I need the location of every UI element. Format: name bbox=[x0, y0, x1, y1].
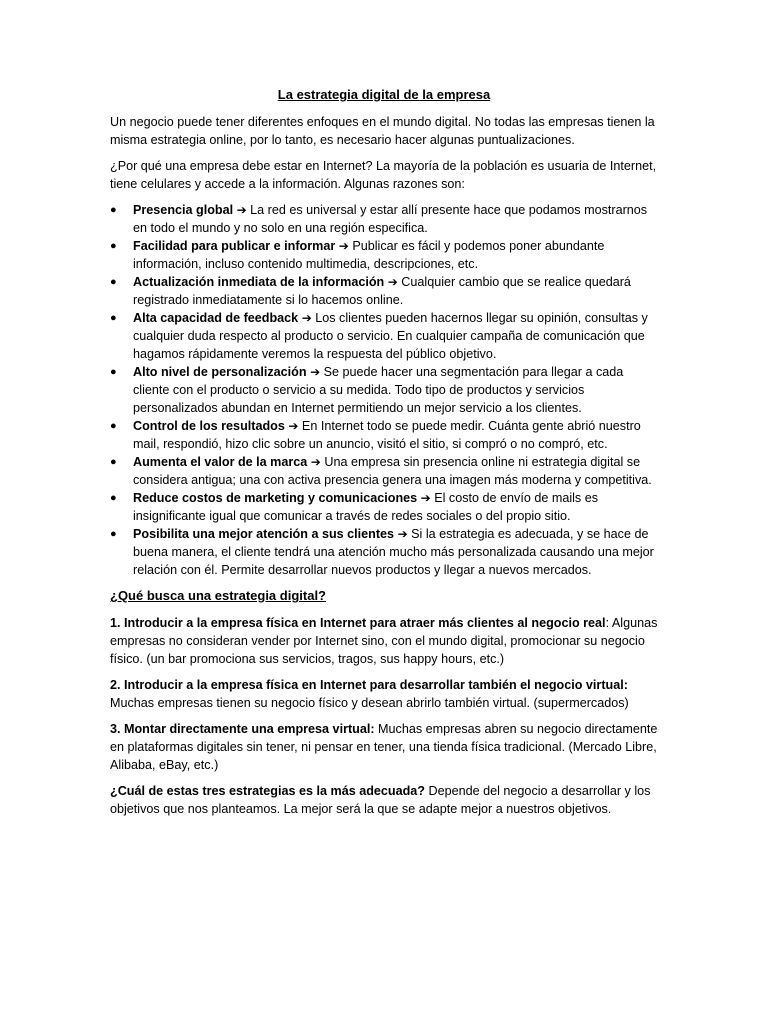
bullet-icon: ● bbox=[110, 204, 117, 216]
reason-term: Control de los resultados bbox=[133, 419, 285, 433]
arrow-icon: ➔ bbox=[420, 491, 431, 505]
bullet-icon: ● bbox=[110, 420, 117, 432]
list-item bbox=[110, 309, 658, 363]
closing-question: ¿Cuál de estas tres estrategias es la más adecuada? bbox=[110, 784, 425, 798]
reason-term: Presencia global bbox=[133, 203, 234, 217]
strategy-text: Muchas empresas tienen su negocio físico y desean abrirlo también virtual. (supermercados) bbox=[110, 696, 629, 710]
reason-term: Facilidad para publicar e informar bbox=[133, 239, 336, 253]
strategy-text: : Algunas empresas no consideran vender por Internet sino, con el mundo digital, promocionar su negocio físico. (un bar promociona sus servicios, tragos, sus happy hours, etc.) bbox=[110, 616, 658, 666]
reason-text: Si la estrategia es adecuada, y se hace de buena manera, el cliente tendrá una atención mucho más personalizada causando una mejor relación con él. Permite desarrollar nuevos productos y llegar a nuevos mercados. bbox=[133, 527, 654, 577]
arrow-icon: ➔ bbox=[288, 419, 299, 433]
arrow-icon: ➔ bbox=[310, 365, 321, 379]
bullet-icon: ● bbox=[110, 528, 117, 540]
list-item bbox=[110, 363, 658, 417]
reason-term: Alto nivel de personalización bbox=[133, 365, 307, 379]
closing-paragraph bbox=[110, 782, 658, 818]
strategy-lead: 2. Introducir a la empresa física en Internet para desarrollar también el negocio virtual: bbox=[110, 678, 628, 692]
arrow-icon: ➔ bbox=[387, 275, 398, 289]
arrow-icon: ➔ bbox=[338, 239, 349, 253]
bullet-icon: ● bbox=[110, 456, 117, 468]
intro-paragraph: Un negocio puede tener diferentes enfoques en el mundo digital. No todas las empresas tienen la misma estrategia online, por lo tanto, es necesario hacer algunas puntualizaciones. bbox=[110, 115, 655, 147]
bullet-icon: ● bbox=[110, 366, 117, 378]
list-item bbox=[110, 201, 658, 237]
reason-text: En Internet todo se puede medir. Cuánta gente abrió nuestro mail, respondió, hizo clic sobre un anuncio, visitó el sitio, si compró o no compró, etc. bbox=[133, 419, 641, 451]
strategy-text: Muchas empresas abren su negocio directamente en plataformas digitales sin tener, ni pensar en tener, una tienda física tradicional. (Mercado Libre, Alibaba, eBay, etc.) bbox=[110, 722, 658, 772]
document-page bbox=[110, 86, 658, 826]
arrow-icon: ➔ bbox=[397, 527, 408, 541]
list-item bbox=[110, 417, 658, 453]
bullet-icon: ● bbox=[110, 312, 117, 324]
arrow-icon: ➔ bbox=[301, 311, 312, 325]
section-heading: ¿Qué busca una estrategia digital? bbox=[110, 588, 326, 603]
arrow-icon: ➔ bbox=[236, 203, 247, 217]
strategy-paragraph bbox=[110, 720, 658, 774]
list-item bbox=[110, 237, 658, 273]
strategy-paragraph bbox=[110, 676, 658, 712]
reasons-list bbox=[110, 201, 658, 579]
reason-term: Actualización inmediata de la información bbox=[133, 275, 385, 289]
question-paragraph: ¿Por qué una empresa debe estar en Internet? La mayoría de la población es usuaria de Internet, tiene celulares y accede a la información. Algunas razones son: bbox=[110, 159, 657, 191]
reason-text: Publicar es fácil y podemos poner abundante información, incluso contenido multimedia, descripciones, etc. bbox=[133, 239, 605, 271]
bullet-icon: ● bbox=[110, 240, 117, 252]
reason-term: Alta capacidad de feedback bbox=[133, 311, 299, 325]
strategy-paragraph bbox=[110, 614, 658, 668]
list-item bbox=[110, 525, 658, 579]
list-item bbox=[110, 453, 658, 489]
reason-term: Aumenta el valor de la marca bbox=[133, 455, 308, 469]
reason-term: Posibilita una mejor atención a sus clientes bbox=[133, 527, 395, 541]
reason-text: La red es universal y estar allí presente hace que podamos mostrarnos en todo el mundo y no solo en una región especifica. bbox=[133, 203, 648, 235]
list-item bbox=[110, 273, 658, 309]
reason-text: Una empresa sin presencia online ni estrategia digital se considera antigua; una con activa presencia genera una imagen más moderna y competitiva. bbox=[133, 455, 652, 487]
strategy-lead: 1. Introducir a la empresa física en Internet para atraer más clientes al negocio real bbox=[110, 616, 606, 630]
reason-text: Los clientes pueden hacernos llegar su opinión, consultas y cualquier duda respecto al producto o servicio. En cualquier campaña de comunicación que hagamos rápidamente veremos la respuesta del público objetivo. bbox=[133, 311, 648, 361]
reason-text: Cualquier cambio que se realice quedará registrado inmediatamente si lo hacemos online. bbox=[133, 275, 631, 307]
document-title: La estrategia digital de la empresa bbox=[277, 87, 491, 102]
reason-term: Reduce costos de marketing y comunicaciones bbox=[133, 491, 418, 505]
reason-text: El costo de envío de mails es insignificante igual que comunicar a través de redes sociales o del propio sitio. bbox=[133, 491, 599, 523]
closing-text: Depende del negocio a desarrollar y los objetivos que nos planteamos. La mejor será la que se adapte mejor a nuestros objetivos. bbox=[110, 784, 651, 816]
bullet-icon: ● bbox=[110, 492, 117, 504]
bullet-icon: ● bbox=[110, 276, 117, 288]
strategy-lead: 3. Montar directamente una empresa virtual: bbox=[110, 722, 375, 736]
list-item bbox=[110, 489, 658, 525]
arrow-icon: ➔ bbox=[310, 455, 321, 469]
reason-text: Se puede hacer una segmentación para llegar a cada cliente con el producto o servicio a su medida. Todo tipo de productos y servicios personalizados abundan en Internet permitiendo un mejor servicio a los clientes. bbox=[133, 365, 624, 415]
